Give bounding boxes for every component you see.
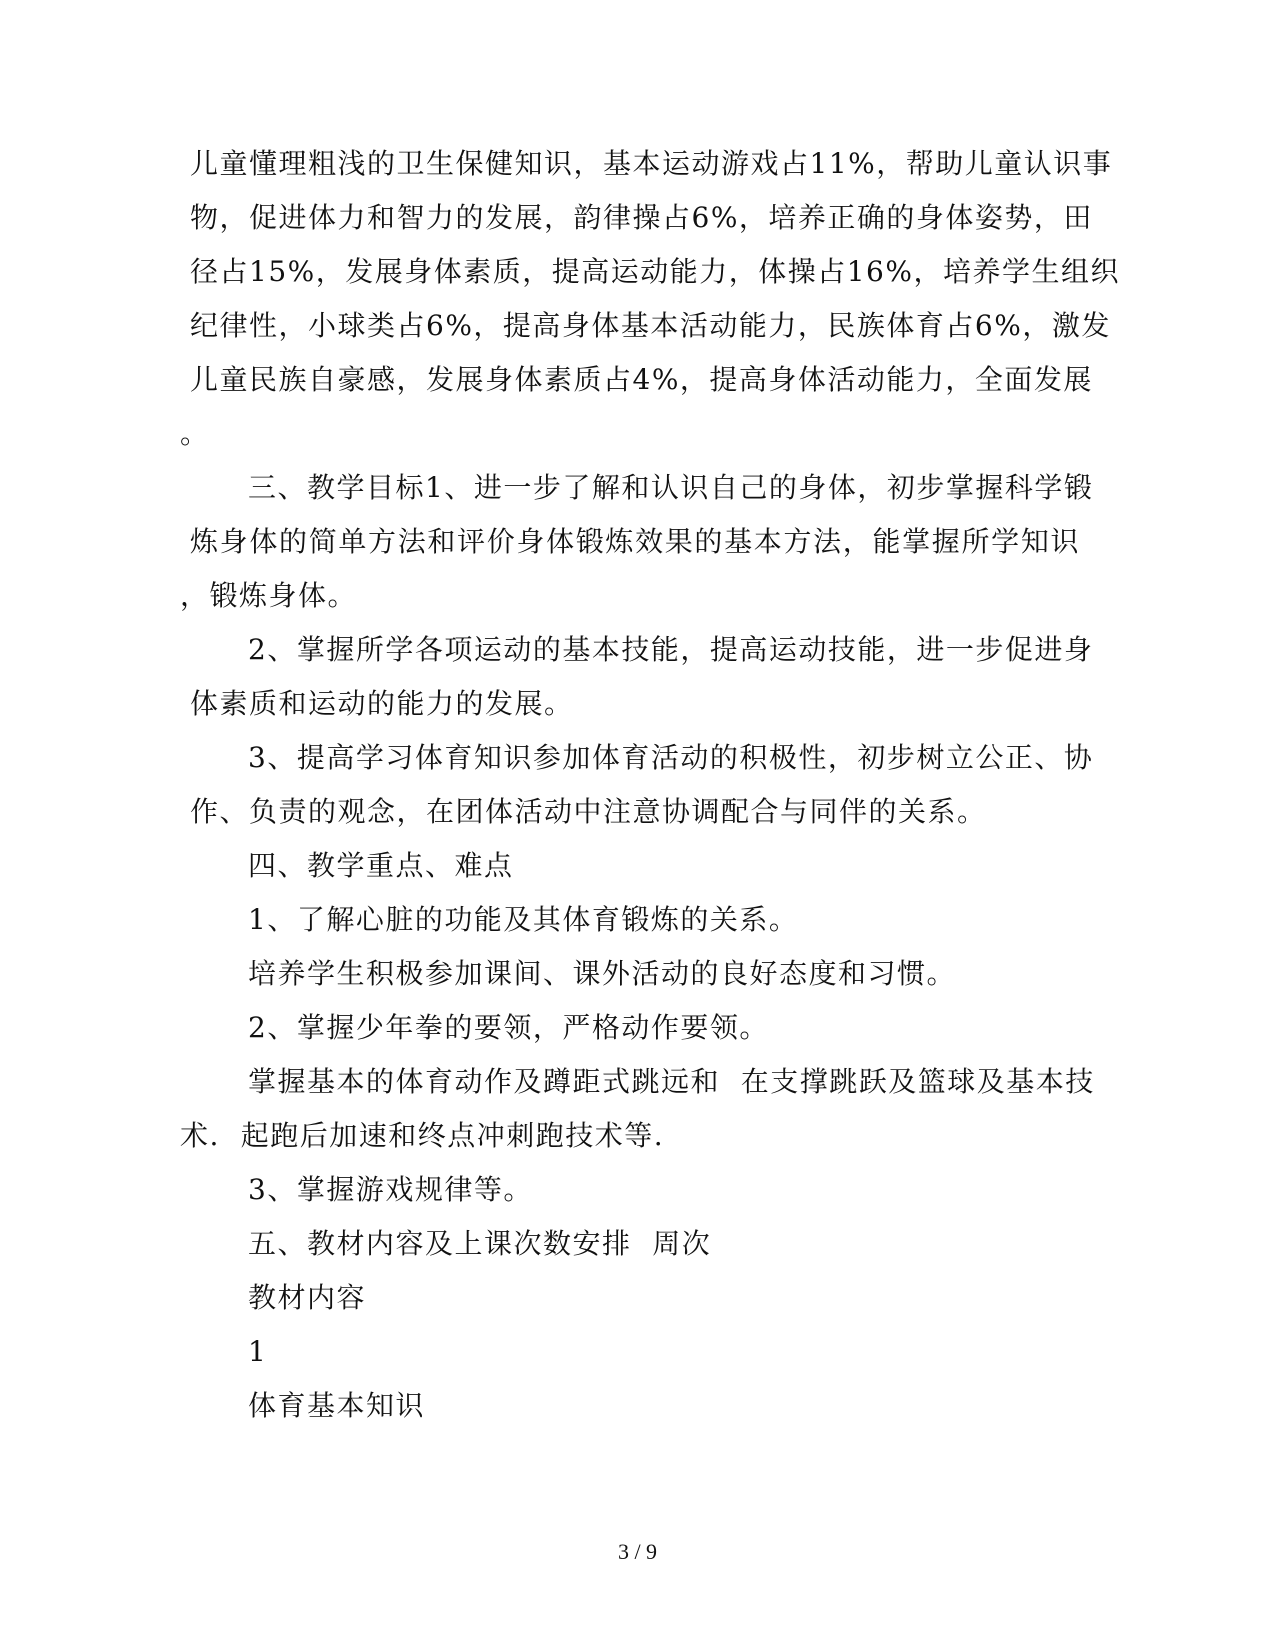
text-line: 儿童懂理粗浅的卫生保健知识，基本运动游戏占11%，帮助儿童认识事: [190, 147, 1113, 180]
text-line: 教材内容: [248, 1281, 367, 1314]
text-line: ，锻炼身体。: [180, 579, 358, 612]
text-line: 培养学生积极参加课间、课外活动的良好态度和习惯。: [248, 957, 957, 990]
text-line: 2、掌握少年拳的要领，严格动作要领。: [248, 1011, 769, 1044]
text-line: 儿童民族自豪感，发展身体素质占4%，提高身体活动能力，全面发展: [190, 363, 1093, 396]
text-line: 。: [180, 417, 210, 450]
section-3-heading: 三、教学目标1、进一步了解和认识自己的身体，初步掌握科学锻: [248, 471, 1094, 504]
text-line: 掌握基本的体育动作及蹲距式跳远和 在支撑跳跃及篮球及基本技: [248, 1065, 1095, 1098]
text-line: 1、了解心脏的功能及其体育锻炼的关系。: [248, 903, 799, 936]
text-line: 体育基本知识: [248, 1389, 426, 1422]
text-line: 体素质和运动的能力的发展。: [190, 687, 574, 720]
section-4-heading: 四、教学重点、难点: [248, 849, 514, 882]
text-line: 作、负责的观念，在团体活动中注意协调配合与同伴的关系。: [190, 795, 987, 828]
text-line: 纪律性，小球类占6%，提高身体基本活动能力，民族体育占6%，激发: [190, 309, 1111, 342]
text-line: 径占15%，发展身体素质，提高运动能力，体操占16%，培养学生组织: [190, 255, 1120, 288]
text-line: 术. 起跑后加速和终点冲刺跑技术等.: [180, 1119, 665, 1152]
text-line: 3、掌握游戏规律等。: [248, 1173, 533, 1206]
section-5-heading: 五、教材内容及上课次数安排 周次: [248, 1227, 712, 1260]
text-line: 3、提高学习体育知识参加体育活动的积极性，初步树立公正、协: [248, 741, 1094, 774]
text-line: 2、掌握所学各项运动的基本技能，提高运动技能，进一步促进身: [248, 633, 1094, 666]
text-line: 1: [248, 1335, 268, 1368]
text-line: 物，促进体力和智力的发展，韵律操占6%，培养正确的身体姿势，田: [190, 201, 1093, 234]
text-line: 炼身体的简单方法和评价身体锻炼效果的基本方法，能掌握所学知识: [190, 525, 1080, 558]
page-number: 3 / 9: [617, 1539, 658, 1564]
